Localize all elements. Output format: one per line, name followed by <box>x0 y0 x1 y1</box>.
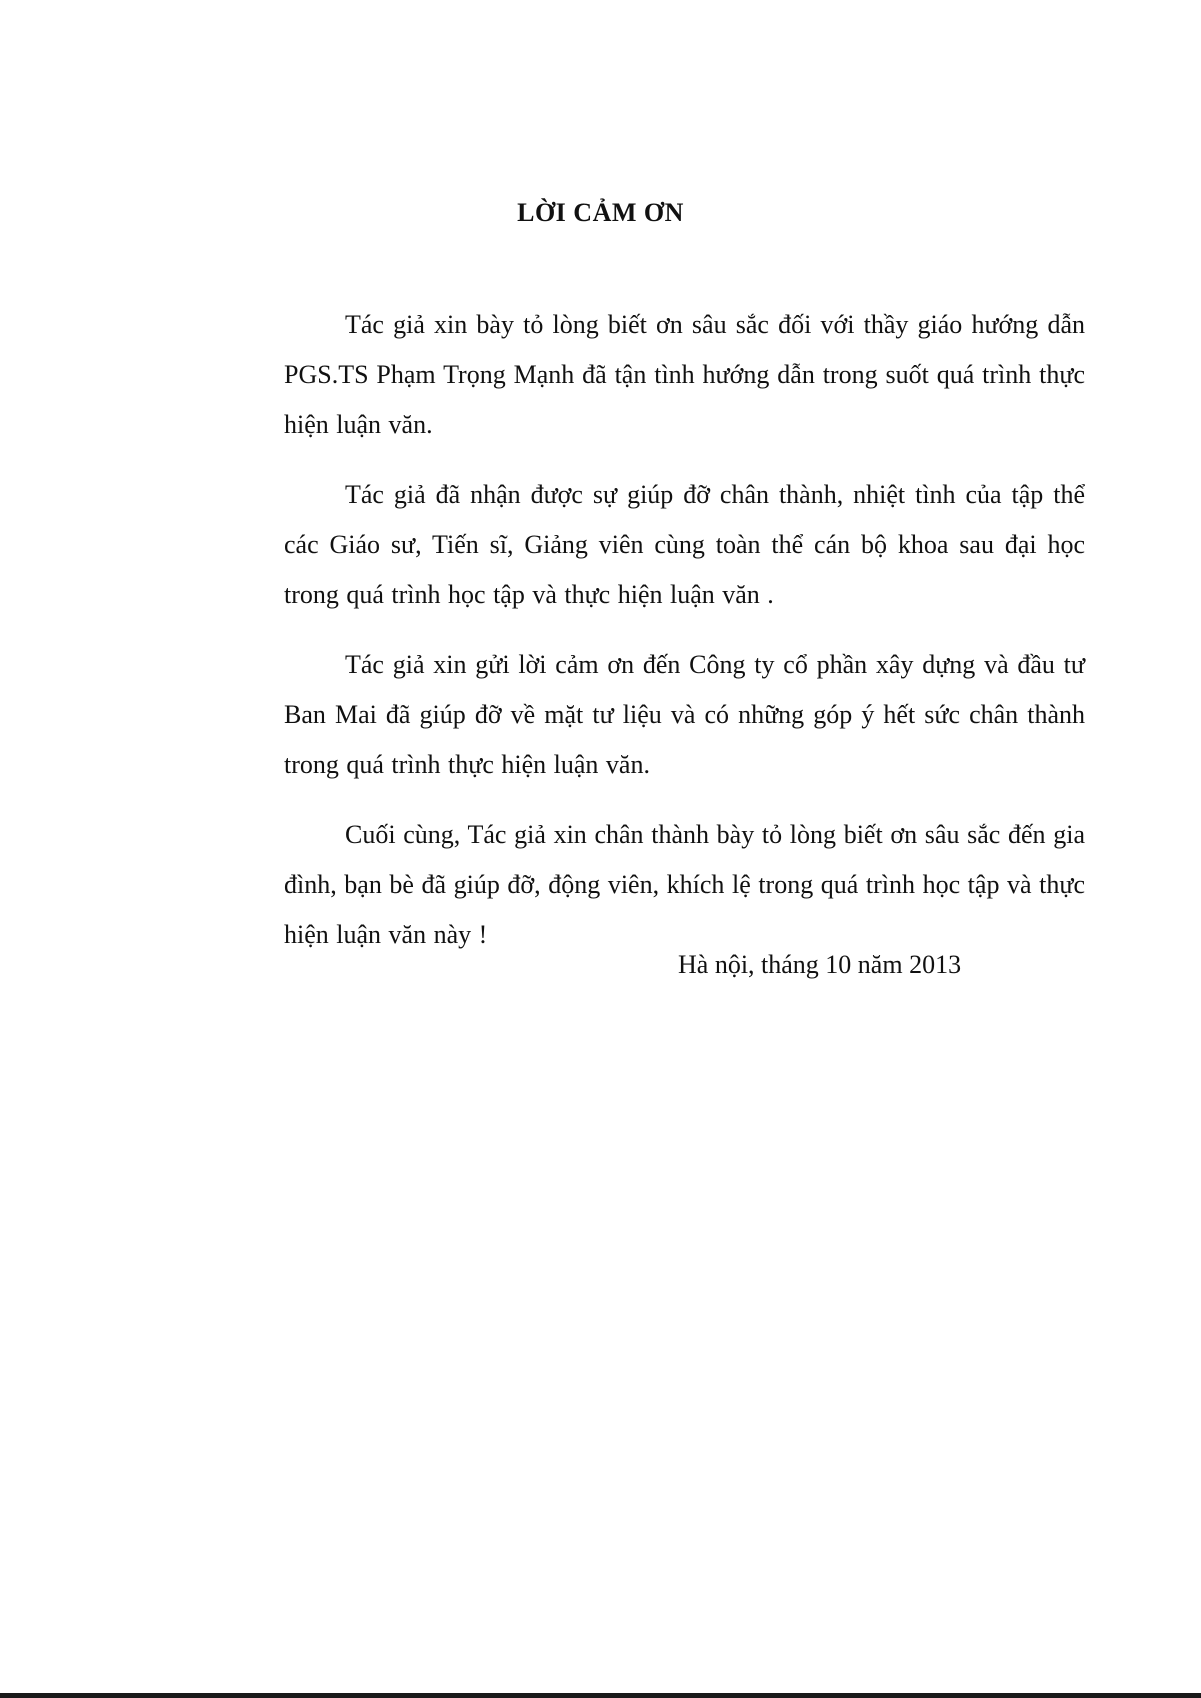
paragraph-3: Tác giả xin gửi lời cảm ơn đến Công ty cổ phần xây dựng và đầu tư Ban Mai đã giúp đỡ về mặt tư liệu và có những góp ý hết sức chân thành trong quá trình thực hiện luận văn. <box>284 650 1085 779</box>
page-title: LỜI CẢM ƠN <box>517 198 684 227</box>
paragraph-1: Tác giả xin bày tỏ lòng biết ơn sâu sắc đối với thầy giáo hướng dẫn PGS.TS Phạm Trọng Mạnh đã tận tình hướng dẫn trong suốt quá trình thực hiện luận văn. <box>284 310 1085 439</box>
paragraph-2: Tác giả đã nhận được sự giúp đỡ chân thành, nhiệt tình của tập thể các Giáo sư, Tiến sĩ, Giảng viên cùng toàn thể cán bộ khoa sau đại học trong quá trình học tập và thực hiện luận văn . <box>284 480 1085 609</box>
acknowledgement-body <box>284 300 1085 980</box>
paragraph-4: Cuối cùng, Tác giả xin chân thành bày tỏ lòng biết ơn sâu sắc đến gia đình, bạn bè đã giúp đỡ, động viên, khích lệ trong quá trình học tập và thực hiện luận văn này ! <box>284 820 1085 949</box>
page-bottom-rule <box>0 1693 1201 1698</box>
date-line: Hà nội, tháng 10 năm 2013 <box>678 950 962 979</box>
